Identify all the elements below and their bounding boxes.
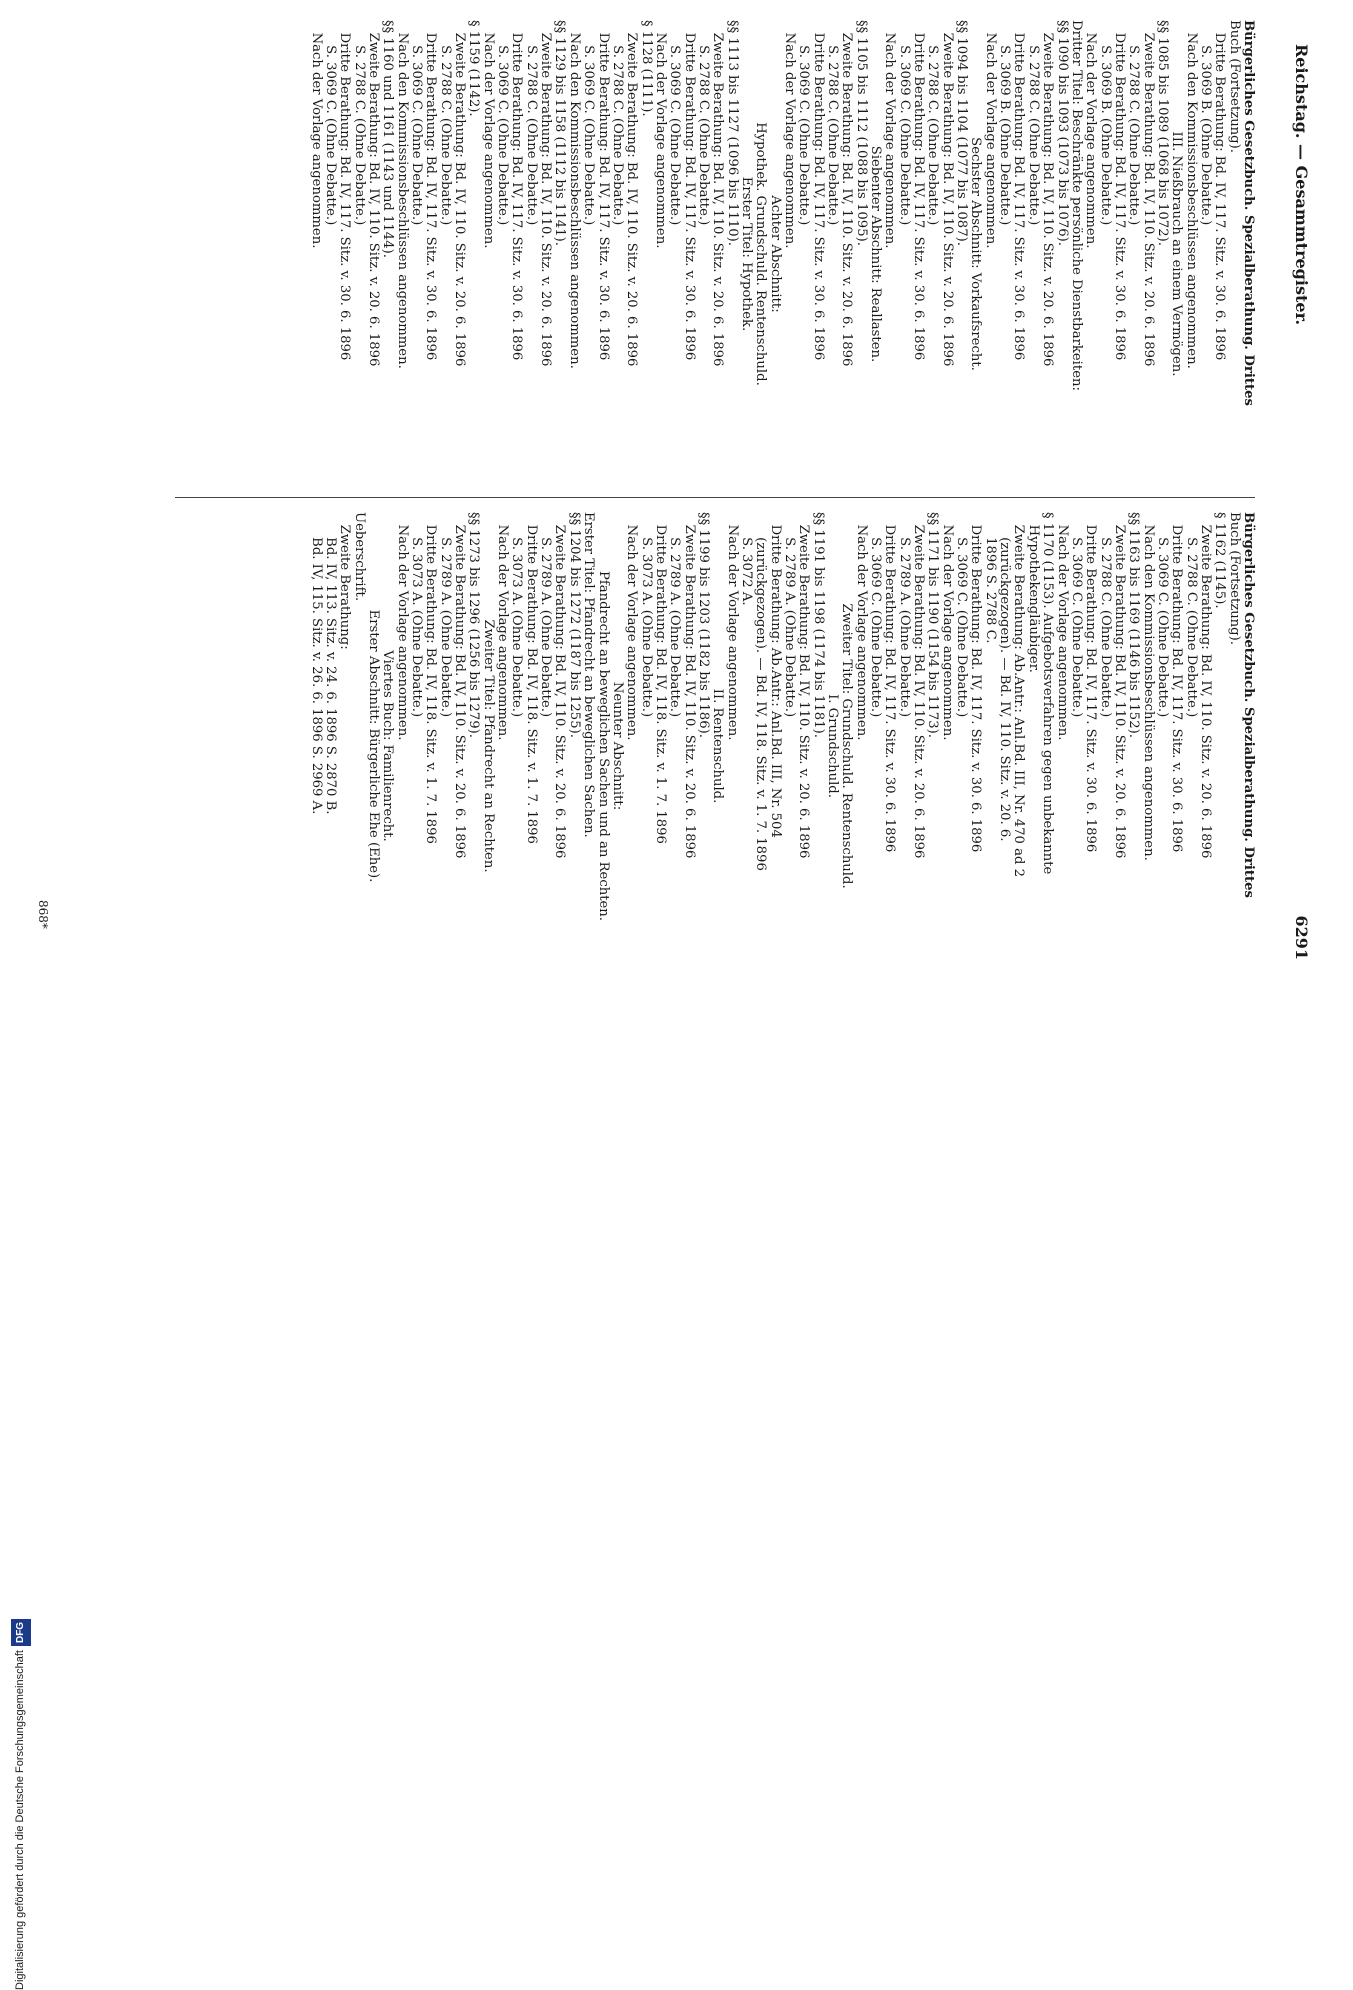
text-line: S. 3069 C. (Ohne Debatte.) [1068,512,1084,718]
text-line: Zweite Berathung: Bd. IV, 110. Sitz. v. 20. 6. 1896 [1040,20,1056,367]
text-line: S. 3073 A. (Ohne Debatte.) [509,512,525,718]
column-divider [175,497,1255,498]
text-line: S. 2788 C. (Ohne Debatte.) [1097,512,1113,718]
text-line: §§ 1204 bis 1272 (1187 bis 1255). [566,512,582,738]
text-line: S. 3069 C. (Ohne Debatte.) [667,20,683,226]
text-line: S. 2789 A. (Ohne Debatte.) [437,512,453,718]
text-line: Zweite Berathung: Bd. IV, 110. Sitz. v. 20. 6. 1896 [1197,512,1213,859]
text-line: S. 2788 C. (Ohne Debatte.) [609,20,625,226]
text-line: Nach der Vorlage angenommen. [1054,512,1070,741]
text-line: S. 3069 C. (Ohne Debatte.) [954,512,970,718]
dfg-logo: DFG [11,1619,31,1646]
text-line: 1896 S. 2788 C. [982,512,998,644]
text-line: § 1128 (1111). [638,20,654,117]
text-line: §§ 1160 und 1161 (1143 und 1144). [380,20,396,258]
text-line: Bürgerliches Gesetzbuch. Spezialberathung. Drittes [1241,20,1256,406]
text-line: Dritte Berathung: Bd. IV, 117. Sitz. v. 30. 6. 1896 [911,20,927,361]
text-line: S. 2789 A. (Ohne Debatte.) [782,512,797,718]
text-line: Buch (Fortsetzung). [1226,20,1242,153]
right-column [308,512,1255,980]
text-line: Nach der Vorlage angenommen. [853,512,869,741]
text-line: Ueberschrift. [351,512,367,602]
text-line: III. Nießbrauch an einem Vermögen. [1169,131,1185,377]
text-line: S. 3069 C. (Ohne Debatte.) [495,20,511,226]
text-line: S. 2788 C. (Ohne Debatte.) [1025,20,1041,226]
text-line: S. 3069 B. (Ohne Debatte.) [1097,20,1113,226]
text-line: S. 3069 B. (Ohne Debatte.) [997,20,1013,226]
text-line: Siebenter Abschnitt: Reallasten. [868,145,884,363]
page-number: 6291 [1292,915,1311,960]
text-line: Zweite Berathung: Bd. IV, 110. Sitz. v. 20. 6. 1896 [452,20,468,367]
footnote: 868* [36,900,50,929]
text-line: Dritte Berathung: Bd. IV, 117. Sitz. v. 30. 6. 1896 [1212,20,1228,361]
text-line: I. Grundschuld. [825,694,841,798]
text-line: Nach der Vorlage angenommen. [1083,20,1099,249]
text-line: Dritte Berathung: Bd. IV, 117. Sitz. v. 30. 6. 1896 [423,20,439,361]
text-line: S. 2788 C. (Ohne Debatte.) [437,20,453,226]
text-line: Nach der Vorlage angenommen. [782,20,797,249]
text-line: §§ 1163 bis 1169 (1146 bis 1152). [1126,512,1142,738]
text-line: S. 2788 C. (Ohne Debatte.) [1183,512,1199,718]
text-line: S. 2788 C. (Ohne Debatte.) [351,20,367,226]
text-line: S. 3072 A. [738,512,754,606]
text-line: §§ 1191 bis 1198 (1174 bis 1181). [810,512,826,738]
text-line: §§ 1171 bis 1190 (1154 bis 1173). [925,512,941,738]
text-line: S. 3069 C. (Ohne Debatte.) [1154,512,1170,718]
text-line: Nach der Vorlage angenommen. [982,20,998,249]
text-line: § 1162 (1145). [1212,512,1228,609]
text-line: Zweite Berathung: Ab.Antr.: Anl.Bd. III, Nr. 470 ad 2 [1011,512,1027,877]
text-line: S. 3069 C. (Ohne Debatte.) [581,20,597,226]
text-line: Hypothek. Grundschuld. Rentenschuld. [753,122,769,386]
text-line: Dritte Berathung: Bd. IV, 117. Sitz. v. 30. 6. 1896 [337,20,353,361]
text-line: Dritte Berathung: Bd. IV, 117. Sitz. v. 30. 6. 1896 [509,20,525,361]
text-line: Zweite Berathung: Bd. IV, 110. Sitz. v. 20. 6. 1896 [939,20,955,367]
text-line: Nach der Vorlage angenommen. [624,512,640,741]
text-line: Zweite Berathung: Bd. IV, 110. Sitz. v. 20. 6. 1896 [552,512,568,859]
credit-strip [10,1005,30,1990]
text-line: Nach den Kommissionsbeschlüssen angenommen. [566,20,582,369]
text-line: Zweiter Titel: Pfandrecht an Rechten. [480,619,496,873]
credit-text: Digitalisierung gefördert durch die Deutsche Forschungsgemeinschaft [14,1650,26,1990]
text-line: Zweite Berathung: Bd. IV, 110. Sitz. v. 20. 6. 1896 [1111,512,1127,859]
text-line: Dritte Berathung: Bd. IV, 117. Sitz. v. 30. 6. 1896 [1083,512,1099,853]
text-line: S. 2788 C. (Ohne Debatte.) [925,20,941,226]
page-header [1285,0,1315,1000]
text-line: Dritte Berathung: Bd. IV, 117. Sitz. v. 30. 6. 1896 [1111,20,1127,361]
text-line: Nach den Kommissionsbeschlüssen angenommen. [1183,20,1199,369]
text-line: Sechster Abschnitt: Vorkaufsrecht. [968,137,984,371]
text-line: Nach der Vorlage angenommen. [882,20,898,249]
text-line: Zweite Berathung: Bd. IV, 110. Sitz. v. 20. 6. 1896 [1140,20,1156,367]
text-line: Neunter Abschnitt: [609,681,625,811]
text-line: §§ 1113 bis 1127 (1096 bis 1110). [724,20,740,246]
text-line: Nach den Kommissionsbeschlüssen angenommen. [394,20,410,369]
text-line: Zweite Berathung: Bd. IV, 110. Sitz. v. 20. 6. 1896 [681,512,697,859]
text-line: §§ 1090 bis 1093 (1073 bis 1076). [1054,20,1070,246]
text-line: Dritte Berathung: Ab.Antr.: Anl.Bd. III, Nr. 504 [767,512,783,838]
text-line: Hypothekengläubiger. [1025,512,1041,673]
text-line: S. 2789 A. (Ohne Debatte.) [667,512,683,718]
text-line: Dritte Berathung: Bd. IV, 117. Sitz. v. 30. 6. 1896 [1169,512,1185,853]
text-line: S. 3073 A. (Ohne Debatte.) [409,512,425,718]
text-line: Nach der Vorlage angenommen. [724,512,740,741]
text-line: Nach der Vorlage angenommen. [394,512,410,741]
text-line: S. 2789 A. (Ohne Debatte.) [896,512,912,718]
text-line: S. 2789 A. (Ohne Debatte.) [538,512,554,718]
text-line: Nach der Vorlage angenommen. [939,512,955,741]
text-line: Bd. IV, 113. Sitz. v. 24. 6. 1896 S. 2870 B. [323,512,338,815]
text-line: S. 2788 C. (Ohne Debatte.) [695,20,711,226]
text-line: S. 3069 C. (Ohne Debatte.) [409,20,425,226]
text-line: Dritte Berathung: Bd. IV, 117. Sitz. v. 30. 6. 1896 [810,20,826,361]
text-line: S. 2788 C. (Ohne Debatte.) [825,20,841,226]
text-line: (zurückgezogen). — Bd. IV, 118. Sitz. v. 1. 7. 1896 [753,512,769,871]
text-line: S. 3069 C. (Ohne Debatte.) [868,512,884,718]
text-line: §§ 1273 bis 1296 (1256 bis 1279). [466,512,482,738]
text-line: Zweite Berathung: Bd. IV, 110. Sitz. v. 20. 6. 1896 [624,20,640,367]
text-line: Zweite Berathung: Bd. IV, 110. Sitz. v. 20. 6. 1896 [452,512,468,859]
text-line: Zweite Berathung: Bd. IV, 110. Sitz. v. 20. 6. 1896 [710,20,726,367]
left-column [308,20,1255,488]
text-line: Dritte Berathung: Bd. IV, 117. Sitz. v. 30. 6. 1896 [595,20,611,361]
text-line: Zweite Berathung: Bd. IV, 110. Sitz. v. 20. 6. 1896 [366,20,382,367]
text-line: Buch (Fortsetzung). [1226,512,1242,645]
text-line: Pfandrecht an beweglichen Sachen und an Rechten. [595,571,611,921]
text-line: S. 3069 C. (Ohne Debatte.) [896,20,912,226]
text-line: Dritte Berathung: Bd. IV, 117. Sitz. v. 30. 6. 1896 [681,20,697,361]
text-line: S. 2788 C. (Ohne Debatte.) [1126,20,1142,226]
text-line: §§ 1105 bis 1112 (1088 bis 1095). [853,20,869,246]
text-line: II. Rentenschuld. [710,688,726,804]
text-line: S. 2788 C. (Ohne Debatte.) [523,20,539,226]
text-line: Achter Abschnitt: [767,195,783,313]
text-line: Nach den Kommissionsbeschlüssen angenommen. [1140,512,1156,861]
text-line: Zweite Berathung: [337,512,353,650]
text-line: Nach der Vorlage angenommen. [652,20,668,249]
text-line: Dritte Berathung: Bd. IV, 118. Sitz. v. 1. 7. 1896 [423,512,439,844]
text-line: Zweiter Titel: Grundschuld. Rentenschuld. [839,603,855,889]
text-line: Erster Titel: Pfandrecht an beweglichen Sachen. [581,512,597,838]
text-line: Nach der Vorlage angenommen. [308,20,324,249]
text-line: § 1170 (1153). Aufgebotsverfahren gegen unbekannte [1040,512,1056,875]
text-line: §§ 1129 bis 1158 (1112 bis 1141). [552,20,568,246]
text-line: Bd. IV, 115. Sitz. v. 26. 6. 1896 S. 2969 A. [308,512,324,815]
text-line: Zweite Berathung: Bd. IV, 110. Sitz. v. 20. 6. 1896 [538,20,554,367]
text-line: Erster Abschnitt: Bürgerliche Ehe (Ehe). [366,609,382,883]
text-line: S. 3069 C. (Ohne Debatte.) [323,20,338,226]
text-line: Nach der Vorlage angenommen. [480,20,496,249]
text-line: §§ 1085 bis 1089 (1068 bis 1072). [1154,20,1170,246]
text-line: Dritte Berathung: Bd. IV, 118. Sitz. v. 1. 7. 1896 [523,512,539,844]
text-line: (zurückgezogen). — Bd. IV, 110. Sitz. v. 20. 6. [997,512,1013,842]
text-line: Dritte Berathung: Bd. IV, 117. Sitz. v. 30. 6. 1896 [1011,20,1027,361]
text-line: §§ 1094 bis 1104 (1077 bis 1087). [954,20,970,246]
text-line: § 1159 (1142). [466,20,482,117]
text-line: §§ 1199 bis 1203 (1182 bis 1186). [695,512,711,738]
credit-text-wrap [10,1005,30,1990]
text-line: Bürgerliches Gesetzbuch. Spezialberathung. Drittes [1241,512,1256,898]
text-line: Viertes Buch: Familienrecht. [380,650,396,842]
text-line: Zweite Berathung: Bd. IV, 110. Sitz. v. 20. 6. 1896 [911,512,927,859]
text-line: Dritte Berathung: Bd. IV, 117. Sitz. v. 30. 6. 1896 [968,512,984,853]
text-line: Dritte Berathung: Bd. IV, 117. Sitz. v. 30. 6. 1896 [882,512,898,853]
text-line: Dritter Titel: Beschränkte persönliche Dienstbarkeiten: [1068,20,1084,391]
text-line: Nach der Vorlage angenommen. [495,512,511,741]
header-title: Reichstag. — Gesammtregister. [1292,44,1311,326]
text-line: S. 3069 B. (Ohne Debatte.) [1197,20,1213,226]
text-line: Erster Titel: Hypothek. [738,176,754,332]
text-line: S. 3069 C. (Ohne Debatte.) [796,20,812,226]
text-line: Zweite Berathung: Bd. IV, 110. Sitz. v. 20. 6. 1896 [796,512,812,859]
text-line: Zweite Berathung: Bd. IV, 110. Sitz. v. 20. 6. 1896 [839,20,855,367]
text-line: S. 3073 A. (Ohne Debatte.) [638,512,654,718]
text-line: Dritte Berathung: Bd. IV, 118. Sitz. v. 1. 7. 1896 [652,512,668,844]
